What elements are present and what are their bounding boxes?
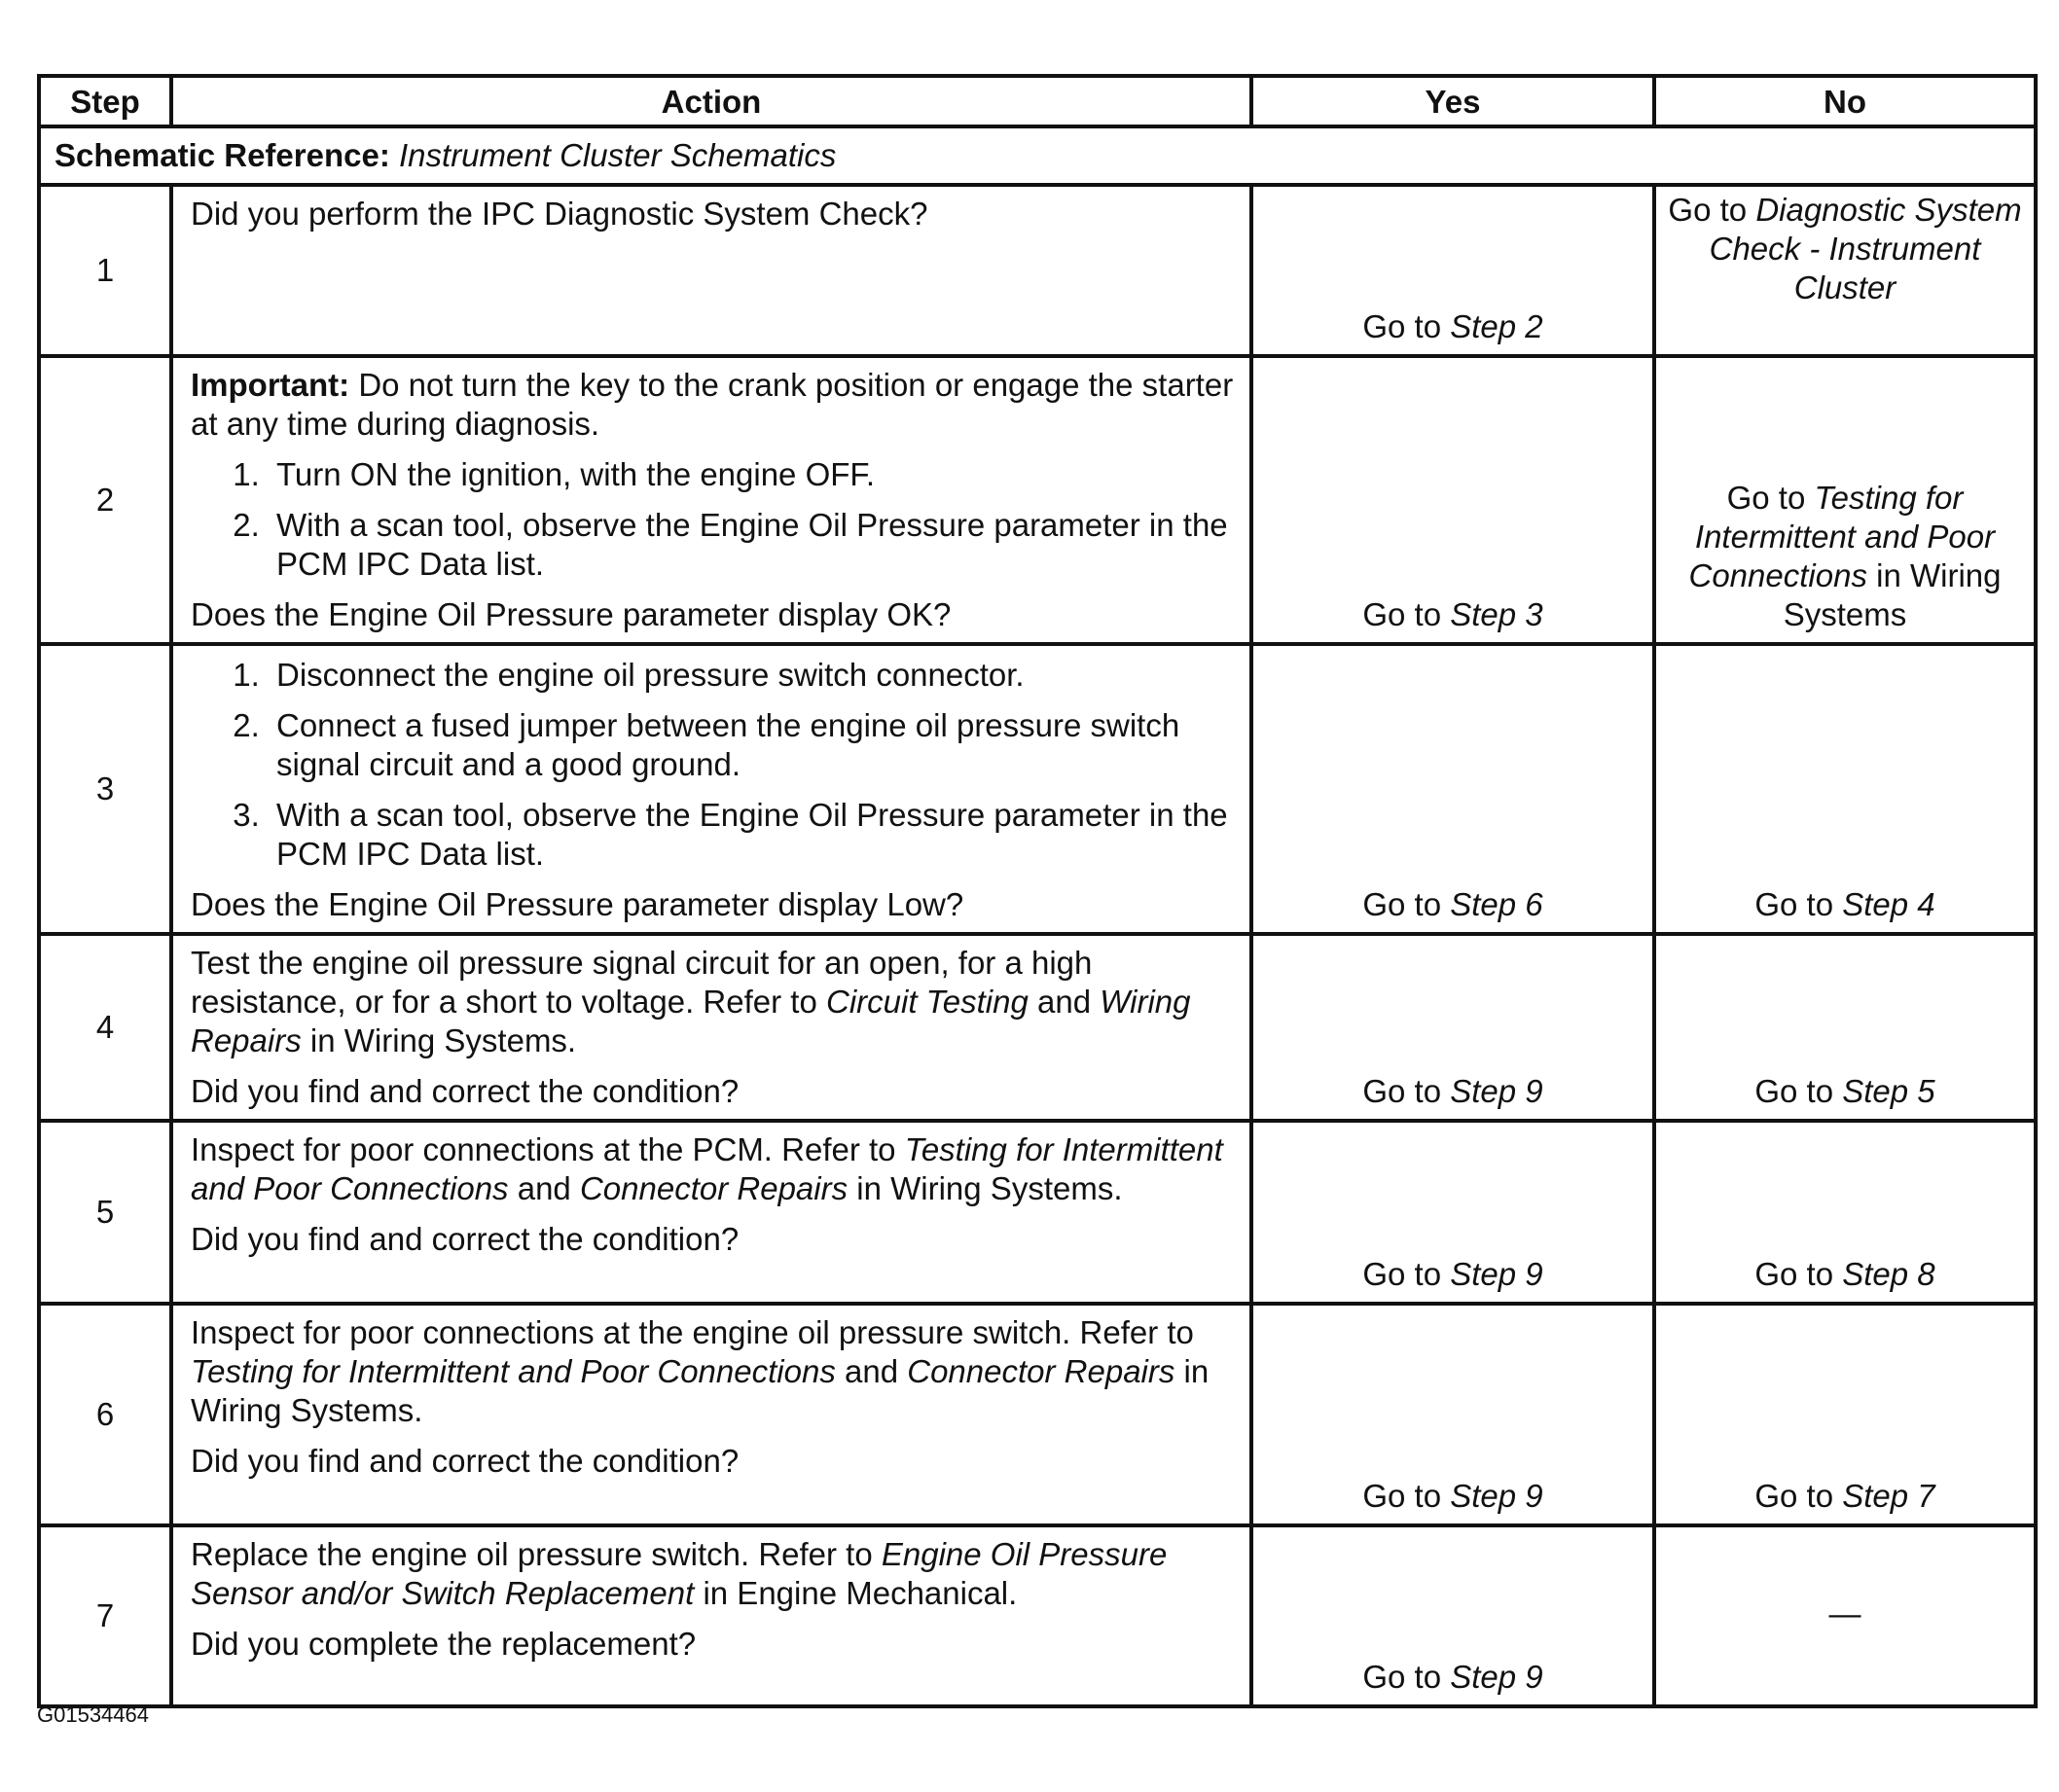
header-yes: Yes xyxy=(1251,76,1654,126)
action-text xyxy=(191,1535,1236,1613)
action-cell xyxy=(171,185,1251,356)
no-step-link[interactable]: Step 7 xyxy=(1842,1478,1935,1514)
no-reference-link[interactable]: Testing for Intermittent and Poor Connections xyxy=(1688,480,1996,593)
step-number: 2 xyxy=(39,356,171,644)
list-item: 1. Turn ON the ignition, with the engine OFF. xyxy=(269,455,1236,494)
reference-link[interactable]: Engine Oil Pressure Sensor and/or Switch Replacement xyxy=(191,1536,1168,1611)
no-prefix: Go to xyxy=(1726,480,1815,516)
yes-step-link[interactable]: Step 2 xyxy=(1450,308,1543,344)
action-text-part: Inspect for poor connections at the engine oil pressure switch. Refer to xyxy=(191,1314,1194,1350)
yes-step-link[interactable]: Step 6 xyxy=(1450,886,1543,922)
step-number: 1 xyxy=(39,185,171,356)
yes-step-link[interactable]: Step 9 xyxy=(1450,1256,1543,1292)
table-row-step-5 xyxy=(39,1121,2036,1304)
header-step: Step xyxy=(39,76,171,126)
list-item: 2. With a scan tool, observe the Engine Oil Pressure parameter in the PCM IPC Data list. xyxy=(269,506,1236,584)
action-text-part: and xyxy=(835,1353,908,1389)
no-prefix: Go to xyxy=(1754,886,1843,922)
yes-step-link[interactable]: Step 3 xyxy=(1450,596,1543,632)
yes-cell xyxy=(1251,356,1654,644)
no-cell xyxy=(1654,185,2036,356)
step-number: 5 xyxy=(39,1121,171,1304)
no-step-link[interactable]: Step 8 xyxy=(1842,1256,1935,1292)
table-row-step-4 xyxy=(39,934,2036,1121)
action-text-part: in Engine Mechanical. xyxy=(694,1575,1018,1611)
schematic-reference-row xyxy=(39,126,2036,185)
schematic-reference-link[interactable]: Instrument Cluster Schematics xyxy=(399,137,837,173)
no-cell xyxy=(1654,1121,2036,1304)
no-step-link[interactable]: Step 4 xyxy=(1842,886,1935,922)
reference-link[interactable]: Circuit Testing xyxy=(825,984,1029,1020)
instruction-list xyxy=(191,455,1236,584)
yes-cell xyxy=(1251,185,1654,356)
yes-step-link[interactable]: Step 9 xyxy=(1450,1073,1543,1109)
action-question: Did you perform the IPC Diagnostic System Check? xyxy=(191,196,928,232)
no-prefix: Go to xyxy=(1754,1256,1843,1292)
action-cell xyxy=(171,356,1251,644)
yes-cell xyxy=(1251,934,1654,1121)
no-cell xyxy=(1654,934,2036,1121)
action-text xyxy=(191,944,1236,1060)
schematic-reference-cell xyxy=(39,126,2036,185)
yes-cell xyxy=(1251,1304,1654,1525)
reference-link[interactable]: Connector Repairs xyxy=(907,1353,1175,1389)
action-question: Does the Engine Oil Pressure parameter display OK? xyxy=(191,596,952,632)
list-item: 1. Disconnect the engine oil pressure switch connector. xyxy=(269,656,1236,695)
action-text xyxy=(191,1313,1236,1430)
action-text-part: in Wiring Systems. xyxy=(848,1170,1123,1206)
important-text: Do not turn the key to the crank position or engage the starter at any time during diagnosis. xyxy=(191,367,1234,442)
action-text-part: Replace the engine oil pressure switch. Refer to xyxy=(191,1536,882,1572)
action-question: Did you find and correct the condition? xyxy=(191,1221,740,1257)
figure-id: G01534464 xyxy=(37,1702,149,1727)
reference-link[interactable]: Wiring Repairs xyxy=(191,984,1191,1058)
table-row-step-7 xyxy=(39,1525,2036,1706)
action-cell xyxy=(171,934,1251,1121)
yes-prefix: Go to xyxy=(1362,1073,1451,1109)
action-question: Did you complete the replacement? xyxy=(191,1626,697,1662)
no-cell xyxy=(1654,356,2036,644)
action-text-part: and xyxy=(508,1170,580,1206)
no-cell xyxy=(1654,1304,2036,1525)
list-item: 3. With a scan tool, observe the Engine Oil Pressure parameter in the PCM IPC Data list. xyxy=(269,796,1236,874)
action-cell xyxy=(171,1525,1251,1706)
schematic-reference-label: Schematic Reference: xyxy=(54,137,390,173)
action-text-part: in Wiring Systems. xyxy=(301,1022,577,1058)
yes-prefix: Go to xyxy=(1362,596,1451,632)
action-text xyxy=(191,1130,1236,1208)
reference-link[interactable]: Testing for Intermittent and Poor Connections xyxy=(191,1131,1223,1206)
header-no: No xyxy=(1654,76,2036,126)
action-question: Did you find and correct the condition? xyxy=(191,1073,740,1109)
table-row-step-1 xyxy=(39,185,2036,356)
yes-step-link[interactable]: Step 9 xyxy=(1450,1659,1543,1695)
action-question: Does the Engine Oil Pressure parameter display Low? xyxy=(191,886,964,922)
important-label: Important: xyxy=(191,367,350,403)
table-row-step-3 xyxy=(39,644,2036,934)
no-cell xyxy=(1654,1525,2036,1706)
action-question: Did you find and correct the condition? xyxy=(191,1443,740,1479)
reference-link[interactable]: Connector Repairs xyxy=(579,1170,849,1206)
no-reference-link[interactable]: Diagnostic System Check - Instrument Cluster xyxy=(1709,192,2022,305)
header-row xyxy=(39,76,2036,126)
no-dash: — xyxy=(1828,1595,1861,1631)
no-step-link[interactable]: Step 5 xyxy=(1842,1073,1935,1109)
diagnostic-table xyxy=(37,74,2038,1708)
no-suffix: in Wiring Systems xyxy=(1783,557,2002,632)
no-prefix: Go to xyxy=(1754,1478,1843,1514)
yes-cell xyxy=(1251,644,1654,934)
yes-prefix: Go to xyxy=(1362,1659,1451,1695)
table-row-step-2 xyxy=(39,356,2036,644)
yes-step-link[interactable]: Step 9 xyxy=(1450,1478,1543,1514)
action-text-part: Test the engine oil pressure signal circuit for an open, for a high resistance, or for a short to voltage. Refer to xyxy=(191,945,1093,1020)
action-cell xyxy=(171,644,1251,934)
no-prefix: Go to xyxy=(1754,1073,1843,1109)
important-note xyxy=(191,366,1236,444)
action-text-part: and xyxy=(1028,984,1101,1020)
action-cell xyxy=(171,1121,1251,1304)
action-cell xyxy=(171,1304,1251,1525)
step-number: 4 xyxy=(39,934,171,1121)
yes-prefix: Go to xyxy=(1362,1478,1451,1514)
step-number: 6 xyxy=(39,1304,171,1525)
action-text-part: in Wiring Systems. xyxy=(191,1353,1210,1428)
action-text-part: Inspect for poor connections at the PCM. Refer to xyxy=(191,1131,905,1167)
yes-prefix: Go to xyxy=(1362,886,1451,922)
step-number: 3 xyxy=(39,644,171,934)
no-cell xyxy=(1654,644,2036,934)
list-item: 2. Connect a fused jumper between the engine oil pressure switch signal circuit and a good ground. xyxy=(269,706,1236,784)
yes-prefix: Go to xyxy=(1362,1256,1451,1292)
table-row-step-6 xyxy=(39,1304,2036,1525)
no-prefix: Go to xyxy=(1668,192,1756,228)
reference-link[interactable]: Testing for Intermittent and Poor Connections xyxy=(191,1353,836,1389)
step-number: 7 xyxy=(39,1525,171,1706)
yes-cell xyxy=(1251,1121,1654,1304)
instruction-list xyxy=(191,656,1236,874)
yes-prefix: Go to xyxy=(1362,308,1451,344)
header-action: Action xyxy=(171,76,1251,126)
yes-cell xyxy=(1251,1525,1654,1706)
